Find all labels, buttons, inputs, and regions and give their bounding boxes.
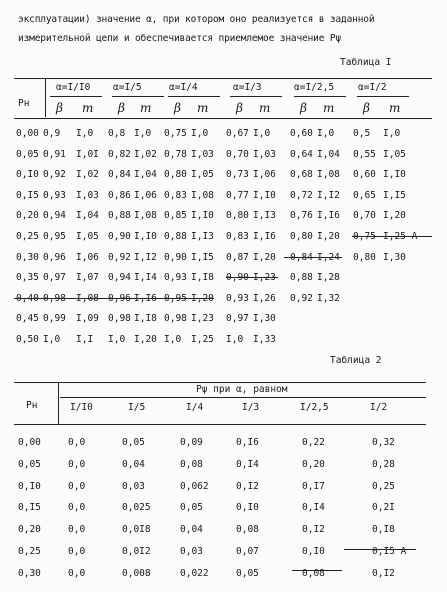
- table1-group-header: α=I/2: [358, 82, 387, 93]
- table1-cell: I,0: [191, 128, 209, 139]
- table2-cell: 0,32: [372, 437, 395, 448]
- table1-cell: I,23: [191, 313, 214, 325]
- table1-cell: I,0: [76, 128, 94, 139]
- table1-cell: 0,75: [164, 128, 187, 139]
- table2-cell: 0,008: [122, 567, 151, 579]
- table1-cell: I,20: [191, 292, 214, 304]
- table1-cell: 0,80: [353, 251, 376, 263]
- table1-cell: I,03: [253, 148, 276, 160]
- table2-cell: 0,0: [68, 502, 86, 514]
- table1-mark-underline: [14, 298, 214, 299]
- table2-cell: 0,0: [68, 567, 86, 579]
- table1-group-header: α=I/I0: [56, 82, 91, 93]
- table1-cell: 0,55: [353, 148, 376, 160]
- table2-cell: 0,I5 A: [372, 546, 407, 557]
- table2-cell: 0,025: [122, 502, 151, 514]
- table1-cell: I,I8: [134, 313, 157, 325]
- table2-cell: 0,28: [372, 458, 395, 470]
- table2-column-header: I/I0: [70, 402, 93, 413]
- intro-line-2: измерительной цепи и обеспечивается приемлемое значение Pψ: [18, 33, 342, 44]
- table1-cell: 0,98: [108, 313, 131, 325]
- table1-cell: 0,65: [353, 189, 376, 201]
- table1-row-label: 0,40: [16, 292, 39, 304]
- table2-column-header: I/5: [128, 402, 146, 413]
- table1-group-rule: [168, 96, 220, 97]
- table2-cell: 0,08: [302, 567, 325, 579]
- table1-cell: I,08: [134, 210, 157, 222]
- table1-cell: I,08: [317, 169, 340, 181]
- table1-cell: 0,8: [108, 128, 126, 139]
- table1-cell: I,30: [383, 251, 406, 263]
- table2-cell: 0,08: [180, 458, 203, 470]
- table1-cell: I,32: [317, 292, 340, 304]
- table1-cell: I,03: [191, 148, 214, 160]
- table1-cell: 0,95: [43, 231, 66, 242]
- table1-cell: I,I6: [317, 210, 340, 222]
- table1-cell: I,06: [76, 251, 99, 263]
- table2-row-header: Pн: [26, 400, 38, 411]
- table1-cell: 0,68: [290, 169, 313, 181]
- table1-cell: 0,82: [108, 148, 131, 160]
- table2-cell: 0,062: [180, 480, 209, 492]
- table1-cell: I,I8: [191, 272, 214, 284]
- table1-cell: 0,92: [43, 169, 66, 181]
- table1-cell: I,05: [383, 148, 406, 160]
- table1-group-header: α=I/3: [233, 82, 262, 93]
- table2-top-rule: [14, 382, 426, 383]
- table2-cell: 0,0: [68, 480, 86, 492]
- table1-cell: 0,93: [226, 292, 249, 304]
- table1-cell: 0,97: [226, 313, 249, 325]
- table2-cell: 0,09: [180, 437, 203, 448]
- table1-cell: 0,95: [164, 292, 187, 304]
- table1-cell: I,05: [191, 169, 214, 181]
- table2-cell: 0,I2: [302, 524, 325, 536]
- table1-cell: 0,98: [164, 313, 187, 325]
- table2-cell: 0,I7: [302, 480, 325, 492]
- table1-mark-underline: [284, 257, 342, 258]
- table1-cell: I,I: [76, 334, 94, 345]
- table2-cell: 0,0I2: [122, 546, 151, 557]
- table1-header-divider: [45, 79, 46, 117]
- table2-cell: 0,05: [122, 437, 145, 448]
- table1-cell: I,0: [226, 334, 244, 345]
- table1-mark-underline: [226, 277, 278, 278]
- intro-line-1: эксплуатации) значение α, при котором оно реализуется в заданной: [18, 14, 375, 25]
- table1-m-header: m: [197, 101, 209, 115]
- table1-cell: I,0I: [76, 148, 99, 160]
- table2-cell: 0,0: [68, 458, 86, 470]
- table1-cell: 0,76: [290, 210, 313, 222]
- table1-cell: I,0: [253, 128, 271, 139]
- table2-row-label: 0,25: [18, 546, 41, 557]
- table2-row-label: 0,I5: [18, 502, 41, 514]
- table2-cell: 0,25: [372, 480, 395, 492]
- table1-cell: I,0: [317, 128, 335, 139]
- table1-header-rule: [14, 118, 432, 119]
- table1-cell: I,0: [134, 128, 152, 139]
- table2-column-header: I/3: [242, 402, 260, 413]
- table1-cell: 0,87: [226, 251, 249, 263]
- table2-cell: 0,22: [302, 437, 325, 448]
- table1-beta-header: β: [300, 101, 307, 115]
- table2-cell: 0,022: [180, 567, 209, 579]
- table2-column-header: I/2: [370, 402, 388, 413]
- table1-m-header: m: [140, 101, 152, 115]
- table1-cell: I,25: [191, 334, 214, 345]
- table1-cell: 0,90: [226, 272, 249, 284]
- table1-beta-header: β: [363, 101, 370, 115]
- table1-cell: 0,70: [226, 148, 249, 160]
- table2-cell: 0,03: [122, 480, 145, 492]
- table1-cell: 0,86: [108, 189, 131, 201]
- table1-cell: I,02: [134, 148, 157, 160]
- table2-cell: 0,04: [122, 458, 145, 470]
- table2-cell: 0,07: [236, 546, 259, 557]
- table1-cell: 0,96: [43, 251, 66, 263]
- table2-mark-underline: [292, 570, 342, 571]
- table1-cell: 0,90: [164, 251, 187, 263]
- table1-cell: I,02: [76, 169, 99, 181]
- table1-beta-header: β: [174, 101, 181, 115]
- table1-cell: 0,67: [226, 128, 249, 139]
- table1-cell: I,0: [43, 334, 61, 345]
- table1-cell: I,24: [317, 251, 340, 263]
- table1-cell: 0,99: [43, 313, 66, 325]
- table2-cell: 0,0: [68, 546, 86, 557]
- table1-cell: I,05: [76, 231, 99, 242]
- table1-cell: I,04: [317, 148, 340, 160]
- table1-cell: 0,5: [353, 128, 371, 139]
- table2-cell: 0,I2: [236, 480, 259, 492]
- table1-cell: I,26: [253, 292, 276, 304]
- table1-cell: 0,77: [226, 189, 249, 201]
- table1-cell: I,I0: [191, 210, 214, 222]
- table1-cell: 0,83: [164, 189, 187, 201]
- table2-cell: 0,08: [236, 524, 259, 536]
- table1-cell: 0,84: [290, 251, 313, 263]
- table1-cell: I,I3: [191, 231, 214, 242]
- table1-cell: I,20: [253, 251, 276, 263]
- table1-cell: I,20: [383, 210, 406, 222]
- table1-cell: I,23: [253, 272, 276, 284]
- table1-cell: 0,92: [108, 251, 131, 263]
- table1-cell: I,25 A: [383, 231, 418, 242]
- table1-row-label: 0,20: [16, 210, 39, 222]
- table1-cell: I,04: [76, 210, 99, 222]
- table1-cell: I,0: [108, 334, 126, 345]
- table1-cell: 0,75: [353, 231, 376, 242]
- table1-cell: I,08: [76, 292, 99, 304]
- table1-row-label: 0,I0: [16, 169, 39, 181]
- table1-cell: I,I0: [253, 189, 276, 201]
- table2-cell: 0,05: [236, 567, 259, 579]
- table1-cell: I,20: [317, 231, 340, 242]
- table2-row-label: 0,00: [18, 437, 41, 448]
- table1-cell: 0,60: [353, 169, 376, 181]
- table1-cell: I,I0: [383, 169, 406, 181]
- table2-caption: Таблица 2: [330, 355, 382, 366]
- table1-group-header: α=I/4: [169, 82, 198, 93]
- table1-cell: 0,64: [290, 148, 313, 160]
- table2-cell: 0,I0: [302, 546, 325, 557]
- table1-beta-header: β: [56, 101, 63, 115]
- table2-row-label: 0,I0: [18, 480, 41, 492]
- table2-cell: 0,I6: [236, 437, 259, 448]
- table1-cell: 0,94: [43, 210, 66, 222]
- table2-column-header: I/4: [186, 402, 204, 413]
- table2-cell: 0,20: [302, 458, 325, 470]
- table2-mark-underline: [344, 549, 416, 550]
- table1-top-rule: [14, 78, 432, 79]
- table1-cell: 0,84: [108, 169, 131, 181]
- table2-row-label: 0,20: [18, 524, 41, 536]
- table1-cell: I,I5: [191, 251, 214, 263]
- table1-row-label: 0,25: [16, 231, 39, 242]
- table1-group-rule: [357, 96, 409, 97]
- table1-cell: 0,9: [43, 128, 61, 139]
- table1-row-header: Pн: [18, 98, 30, 109]
- table2-cell: 0,I0: [236, 502, 259, 514]
- table2-cell: 0,05: [180, 502, 203, 514]
- table1-cell: I,03: [76, 189, 99, 201]
- table2-cell: 0,2I: [372, 502, 395, 514]
- table2-span-header: Pψ при α, равном: [196, 384, 288, 395]
- table2-cell: 0,I8: [372, 524, 395, 536]
- table1-cell: I,04: [134, 169, 157, 181]
- table2-column-header: I/2,5: [300, 402, 329, 413]
- table1-cell: 0,90: [108, 231, 131, 242]
- table1-cell: 0,85: [164, 210, 187, 222]
- table1-cell: I,I6: [253, 231, 276, 242]
- table1-cell: I,I4: [134, 272, 157, 284]
- table1-m-header: m: [389, 101, 401, 115]
- table2-cell: 0,I2: [372, 567, 395, 579]
- table1-m-header: m: [82, 101, 94, 115]
- table1-cell: I,I6: [134, 292, 157, 304]
- table1-row-label: 0,45: [16, 313, 39, 325]
- table1-cell: 0,93: [43, 189, 66, 201]
- table1-cell: I,09: [76, 313, 99, 325]
- table1-cell: 0,72: [290, 189, 313, 201]
- table1-beta-header: β: [118, 101, 125, 115]
- table2-cell: 0,0: [68, 524, 86, 536]
- table1-cell: I,20: [134, 334, 157, 345]
- table1-cell: I,I5: [383, 189, 406, 201]
- table1-group-rule: [294, 96, 346, 97]
- table1-cell: 0,97: [43, 272, 66, 284]
- table1-cell: 0,70: [353, 210, 376, 222]
- table1-m-header: m: [259, 101, 271, 115]
- table1-caption: Таблица I: [340, 57, 392, 68]
- table1-cell: 0,73: [226, 169, 249, 181]
- table1-cell: I,I3: [253, 210, 276, 222]
- table1-cell: 0,92: [290, 292, 313, 304]
- table2-cell: 0,03: [180, 546, 203, 557]
- table1-cell: 0,94: [108, 272, 131, 284]
- table1-row-label: 0,30: [16, 251, 39, 263]
- table1-cell: 0,96: [108, 292, 131, 304]
- table1-cell: I,28: [317, 272, 340, 284]
- table2-row-label: 0,05: [18, 458, 41, 470]
- table2-cell: 0,04: [180, 524, 203, 536]
- table2-cell: 0,I4: [236, 458, 259, 470]
- table2-cell: 0,I4: [302, 502, 325, 514]
- table1-row-label: 0,I5: [16, 189, 39, 201]
- table1-cell: 0,80: [164, 169, 187, 181]
- table2-header-rule: [14, 424, 426, 425]
- table1-cell: 0,83: [226, 231, 249, 242]
- table1-cell: I,0: [164, 334, 182, 345]
- table2-span-rule: [60, 397, 426, 398]
- table2-cell: 0,0I8: [122, 524, 151, 536]
- table1-cell: 0,98: [43, 292, 66, 304]
- table1-cell: I,06: [134, 189, 157, 201]
- table1-cell: 0,60: [290, 128, 313, 139]
- table1-row-label: 0,50: [16, 334, 39, 345]
- table1-cell: I,07: [76, 272, 99, 284]
- table1-cell: 0,88: [108, 210, 131, 222]
- table2-cell: 0,0: [68, 437, 86, 448]
- table1-group-rule: [50, 96, 102, 97]
- table1-cell: I,33: [253, 334, 276, 345]
- table2-header-divider: [58, 383, 59, 425]
- table1-group-header: α=I/5: [113, 82, 142, 93]
- table1-row-label: 0,35: [16, 272, 39, 284]
- table1-cell: I,30: [253, 313, 276, 325]
- table1-cell: 0,80: [226, 210, 249, 222]
- table1-cell: 0,88: [290, 272, 313, 284]
- table1-group-rule: [230, 96, 282, 97]
- table1-group-rule: [112, 96, 164, 97]
- table1-cell: I,0: [383, 128, 401, 139]
- table1-group-header: α=I/2,5: [294, 82, 335, 93]
- table1-mark-underline: [352, 236, 432, 237]
- table2-row-label: 0,30: [18, 567, 41, 579]
- table1-cell: I,I2: [317, 189, 340, 201]
- table1-row-label: 0,00: [16, 128, 39, 139]
- table1-cell: I,I2: [134, 251, 157, 263]
- table1-cell: 0,78: [164, 148, 187, 160]
- table1-cell: I,08: [191, 189, 214, 201]
- table1-m-header: m: [323, 101, 335, 115]
- table1-cell: 0,91: [43, 148, 66, 160]
- table1-beta-header: β: [236, 101, 243, 115]
- table1-row-label: 0,05: [16, 148, 39, 160]
- table1-cell: 0,80: [290, 231, 313, 242]
- table1-cell: 0,93: [164, 272, 187, 284]
- table1-cell: I,I0: [134, 231, 157, 242]
- table1-cell: I,06: [253, 169, 276, 181]
- table1-cell: 0,88: [164, 231, 187, 242]
